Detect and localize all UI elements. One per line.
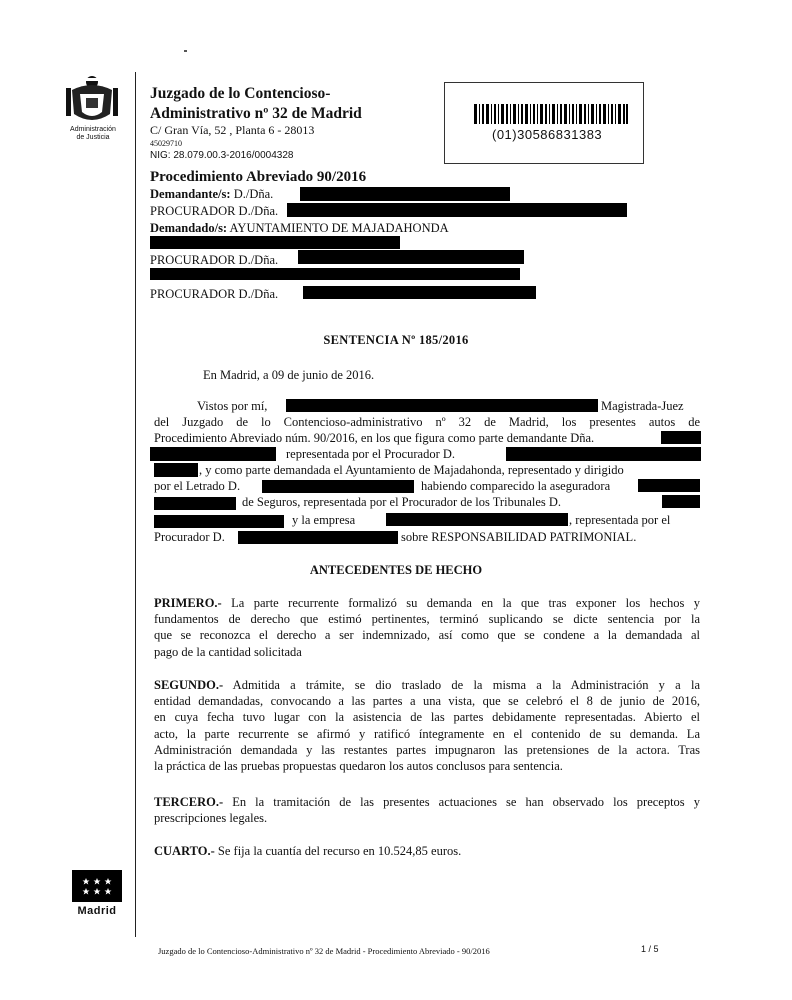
procurador-line-2: PROCURADOR D./Dña. — [150, 253, 279, 267]
procurador-line-1: PROCURADOR D./Dña. — [150, 204, 279, 218]
barcode-icon — [474, 104, 628, 124]
segundo-paragraph: SEGUNDO.- Admitida a trámite, se dio traslado de la misma a la Administración y a la entidad demandadas, convocando a las partes a una vista, que se celebró el 8 de junio de 2016, en cuya fecha tuvo lugar con la asistencia de las partes debidamente representadas. Abierto el acto, la parte recurrente se afirmó y ratificó íntegramente en el contenido de su demanda. La Administración demandada y las restantes partes impugnaron las pretensiones de la actora. Tras la práctica de las pruebas propuestas quedaron los autos conclusos para sentencia. — [154, 678, 701, 774]
redaction — [638, 479, 700, 492]
redaction — [506, 447, 701, 461]
primero-paragraph: PRIMERO.- La parte recurrente formalizó su demanda en la que tras exponer los hechos y fundamentos de derecho que estimó pertinentes, terminó suplicando se dicte sentencia por la que se reconozca el derecho a ser indemnizado, así como que se condene a la demandada al pago de la cantidad solicitada — [154, 596, 701, 659]
demandante-line: Demandante/s: D./Dña. — [150, 187, 274, 201]
redaction — [661, 431, 701, 444]
redaction — [298, 250, 524, 264]
crest-caption: Administración de Justicia — [70, 126, 116, 141]
antecedentes-heading: ANTECEDENTES DE HECHO — [309, 563, 483, 577]
redaction — [150, 447, 276, 461]
redaction — [287, 203, 627, 217]
vistos-l9a: Procurador D. — [154, 530, 225, 544]
redaction — [150, 236, 400, 249]
vistos-body: del Juzgado de lo Contencioso-administrativo nº 32 de Madrid, los presentes autos de Procedimiento Abreviado núm. 90/2016, en los que figura como parte demandante Dña. — [154, 415, 700, 446]
place-date: En Madrid, a 09 de junio de 2016. — [203, 368, 375, 382]
vistos-l8b: , representada por el — [569, 513, 671, 527]
scan-speck — [184, 50, 187, 52]
vistos-l4: representada por el Procurador D. — [286, 447, 456, 461]
procedure-title: Procedimiento Abreviado 90/2016 — [150, 169, 367, 185]
redaction — [154, 515, 284, 528]
nig-number: NIG: 28.079.00.3-2016/0004328 — [150, 150, 294, 161]
redaction — [154, 463, 198, 477]
tercero-paragraph: TERCERO.- En la tramitación de las presentes actuaciones se han observado los preceptos y prescripciones legales. — [154, 795, 700, 826]
page-footer: Juzgado de lo Contencioso-Administrativo nº 32 de Madrid - Procedimiento Abreviado - 90/2016 — [158, 946, 490, 956]
court-address: C/ Gran Vía, 52 , Planta 6 - 28013 — [150, 123, 315, 137]
vistos-l9b: sobre RESPONSABILIDAD PATRIMONIAL. — [401, 530, 637, 544]
procurador-line-3: PROCURADOR D./Dña. — [150, 287, 279, 301]
redaction — [150, 268, 520, 280]
vistos-l8a: y la empresa — [292, 513, 356, 527]
madrid-logo-label: Madrid — [77, 905, 117, 917]
demandado-line: Demandado/s: AYUNTAMIENTO DE MAJADAHONDA — [150, 221, 449, 235]
vistos-l5: , y como parte demandada el Ayuntamiento de Majadahonda, representado y dirigido — [199, 463, 624, 477]
redaction — [303, 286, 536, 299]
redaction — [154, 497, 236, 510]
vistos-l1b: Magistrada-Juez — [601, 399, 684, 413]
court-code: 45029710 — [150, 139, 182, 148]
cuarto-paragraph: CUARTO.- Se fija la cuantía del recurso en 10.524,85 euros. — [154, 844, 462, 858]
redaction — [300, 187, 510, 201]
comunidad-madrid-flag-icon — [72, 870, 122, 902]
redaction — [286, 399, 598, 412]
redaction — [262, 480, 414, 493]
vistos-l1a: Vistos por mí, — [197, 399, 268, 413]
margin-rule — [135, 72, 136, 937]
redaction — [662, 495, 700, 508]
barcode-number: (01)30586831383 — [492, 127, 603, 142]
sentencia-title: SENTENCIA Nº 185/2016 — [323, 333, 469, 347]
coat-of-arms-icon — [64, 74, 120, 124]
court-name: Juzgado de lo Contencioso- Administrativo nº 32 de Madrid — [150, 85, 362, 122]
redaction — [386, 513, 568, 526]
page-number: 1 / 5 — [641, 944, 659, 954]
redaction — [238, 531, 398, 544]
vistos-l6a: por el Letrado D. — [154, 479, 241, 493]
vistos-l7a: de Seguros, representada por el Procurador de los Tribunales D. — [242, 495, 562, 509]
vistos-l6b: habiendo comparecido la aseguradora — [421, 479, 611, 493]
